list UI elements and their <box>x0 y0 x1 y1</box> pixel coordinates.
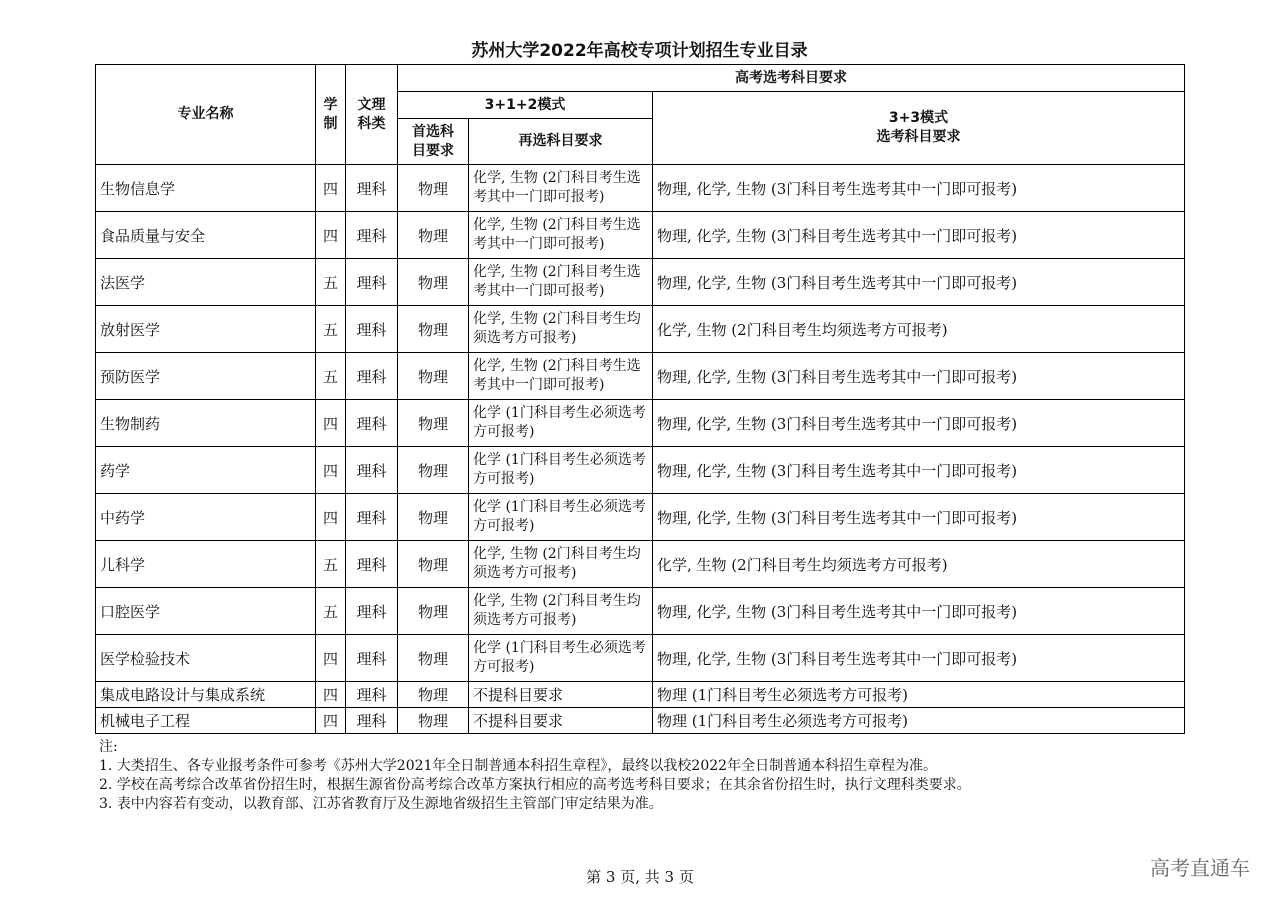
second-choice-cell: 化学, 生物 (2门科目考生均须选考方可报考) <box>469 588 653 635</box>
mode33-requirement-cell: 物理, 化学, 生物 (3门科目考生选考其中一门即可报考) <box>653 259 1185 306</box>
mode33-requirement-cell: 物理, 化学, 生物 (3门科目考生选考其中一门即可报考) <box>653 212 1185 259</box>
first-choice-cell: 物理 <box>398 259 469 306</box>
category-cell: 理科 <box>346 682 398 708</box>
header-exam-requirement: 高考选考科目要求 <box>398 65 1185 92</box>
mode33-requirement-cell: 物理, 化学, 生物 (3门科目考生选考其中一门即可报考) <box>653 588 1185 635</box>
second-choice-cell: 化学, 生物 (2门科目考生选考其中一门即可报考) <box>469 259 653 306</box>
years-cell: 四 <box>316 682 346 708</box>
table-row <box>96 635 1185 682</box>
table-row <box>96 447 1185 494</box>
header-second-choice: 再选科目要求 <box>469 119 653 165</box>
mode33-requirement-cell: 物理, 化学, 生物 (3门科目考生选考其中一门即可报考) <box>653 165 1185 212</box>
mode33-requirement-cell: 化学, 生物 (2门科目考生均须选考方可报考) <box>653 541 1185 588</box>
second-choice-cell: 不提科目要求 <box>469 708 653 734</box>
table-row <box>96 682 1185 708</box>
first-choice-cell: 物理 <box>398 165 469 212</box>
category-cell: 理科 <box>346 165 398 212</box>
years-cell: 四 <box>316 494 346 541</box>
category-cell: 理科 <box>346 400 398 447</box>
major-name-cell: 食品质量与安全 <box>96 212 316 259</box>
major-name-cell: 放射医学 <box>96 306 316 353</box>
header-mode-33-requirement: 选考科目要求 <box>876 129 961 145</box>
first-choice-cell: 物理 <box>398 306 469 353</box>
notes-heading: 注: <box>99 739 118 755</box>
notes-section <box>99 738 1199 814</box>
category-cell: 理科 <box>346 447 398 494</box>
years-cell: 四 <box>316 708 346 734</box>
page-title: 苏州大学2022年高校专项计划招生专业目录 <box>471 41 808 61</box>
category-cell: 理科 <box>346 541 398 588</box>
note-item-1: 1. 大类招生、各专业报考条件可参考《苏州大学2021年全日制普通本科招生章程》，最终以我校2022年全日制普通本科招生章程为准。 <box>99 758 938 774</box>
mode33-requirement-cell: 物理, 化学, 生物 (3门科目考生选考其中一门即可报考) <box>653 353 1185 400</box>
major-name-cell: 集成电路设计与集成系统 <box>96 682 316 708</box>
second-choice-cell: 化学, 生物 (2门科目考生选考其中一门即可报考) <box>469 165 653 212</box>
header-years: 学制 <box>316 65 346 165</box>
first-choice-cell: 物理 <box>398 708 469 734</box>
major-name-cell: 机械电子工程 <box>96 708 316 734</box>
mode33-requirement-cell: 物理, 化学, 生物 (3门科目考生选考其中一门即可报考) <box>653 635 1185 682</box>
second-choice-cell: 化学, 生物 (2门科目考生均须选考方可报考) <box>469 306 653 353</box>
table-row <box>96 306 1185 353</box>
second-choice-cell: 不提科目要求 <box>469 682 653 708</box>
category-cell: 理科 <box>346 212 398 259</box>
second-choice-cell: 化学 (1门科目考生必须选考方可报考) <box>469 494 653 541</box>
mode33-requirement-cell: 物理, 化学, 生物 (3门科目考生选考其中一门即可报考) <box>653 447 1185 494</box>
note-item-2: 2. 学校在高考综合改革省份招生时，根据生源省份高考综合改革方案执行相应的高考选考科目要求；在其余省份招生时，执行文理科类要求。 <box>99 777 971 793</box>
first-choice-cell: 物理 <box>398 588 469 635</box>
first-choice-cell: 物理 <box>398 400 469 447</box>
table-row <box>96 165 1185 212</box>
years-cell: 五 <box>316 306 346 353</box>
major-name-cell: 生物制药 <box>96 400 316 447</box>
header-mode-33-label: 3+3模式 <box>888 110 949 126</box>
second-choice-cell: 化学, 生物 (2门科目考生选考其中一门即可报考) <box>469 212 653 259</box>
years-cell: 五 <box>316 541 346 588</box>
admission-table <box>95 64 1185 734</box>
first-choice-cell: 物理 <box>398 494 469 541</box>
header-mode-312: 3+1+2模式 <box>398 92 653 119</box>
years-cell: 五 <box>316 259 346 306</box>
mode33-requirement-cell: 物理 (1门科目考生必须选考方可报考) <box>653 682 1185 708</box>
major-name-cell: 口腔医学 <box>96 588 316 635</box>
first-choice-cell: 物理 <box>398 212 469 259</box>
second-choice-cell: 化学, 生物 (2门科目考生均须选考方可报考) <box>469 541 653 588</box>
mode33-requirement-cell: 物理, 化学, 生物 (3门科目考生选考其中一门即可报考) <box>653 494 1185 541</box>
mode33-requirement-cell: 化学, 生物 (2门科目考生均须选考方可报考) <box>653 306 1185 353</box>
major-name-cell: 法医学 <box>96 259 316 306</box>
category-cell: 理科 <box>346 635 398 682</box>
first-choice-cell: 物理 <box>398 353 469 400</box>
table-row <box>96 212 1185 259</box>
first-choice-cell: 物理 <box>398 447 469 494</box>
header-mode-33 <box>653 92 1185 165</box>
major-name-cell: 生物信息学 <box>96 165 316 212</box>
watermark: 高考直通车 <box>1150 856 1250 880</box>
header-major: 专业名称 <box>96 65 316 165</box>
table-row <box>96 400 1185 447</box>
first-choice-cell: 物理 <box>398 682 469 708</box>
header-category: 文理科类 <box>346 65 398 165</box>
header-first-choice: 首选科目要求 <box>398 119 469 165</box>
mode33-requirement-cell: 物理, 化学, 生物 (3门科目考生选考其中一门即可报考) <box>653 400 1185 447</box>
major-name-cell: 药学 <box>96 447 316 494</box>
major-name-cell: 预防医学 <box>96 353 316 400</box>
years-cell: 五 <box>316 588 346 635</box>
table-row <box>96 353 1185 400</box>
years-cell: 四 <box>316 400 346 447</box>
first-choice-cell: 物理 <box>398 541 469 588</box>
table-row <box>96 494 1185 541</box>
table-row <box>96 708 1185 734</box>
years-cell: 四 <box>316 165 346 212</box>
table-row <box>96 588 1185 635</box>
years-cell: 五 <box>316 353 346 400</box>
first-choice-cell: 物理 <box>398 635 469 682</box>
major-name-cell: 中药学 <box>96 494 316 541</box>
category-cell: 理科 <box>346 494 398 541</box>
major-name-cell: 医学检验技术 <box>96 635 316 682</box>
table-row <box>96 541 1185 588</box>
second-choice-cell: 化学 (1门科目考生必须选考方可报考) <box>469 447 653 494</box>
category-cell: 理科 <box>346 259 398 306</box>
category-cell: 理科 <box>346 708 398 734</box>
years-cell: 四 <box>316 635 346 682</box>
category-cell: 理科 <box>346 306 398 353</box>
note-item-3: 3. 表中内容若有变动，以教育部、江苏省教育厅及生源地省级招生主管部门审定结果为准。 <box>99 796 663 812</box>
page-footer: 第 3 页, 共 3 页 <box>586 868 694 886</box>
second-choice-cell: 化学 (1门科目考生必须选考方可报考) <box>469 635 653 682</box>
mode33-requirement-cell: 物理 (1门科目考生必须选考方可报考) <box>653 708 1185 734</box>
category-cell: 理科 <box>346 353 398 400</box>
second-choice-cell: 化学 (1门科目考生必须选考方可报考) <box>469 400 653 447</box>
years-cell: 四 <box>316 212 346 259</box>
table-row <box>96 259 1185 306</box>
second-choice-cell: 化学, 生物 (2门科目考生选考其中一门即可报考) <box>469 353 653 400</box>
years-cell: 四 <box>316 447 346 494</box>
category-cell: 理科 <box>346 588 398 635</box>
major-name-cell: 儿科学 <box>96 541 316 588</box>
